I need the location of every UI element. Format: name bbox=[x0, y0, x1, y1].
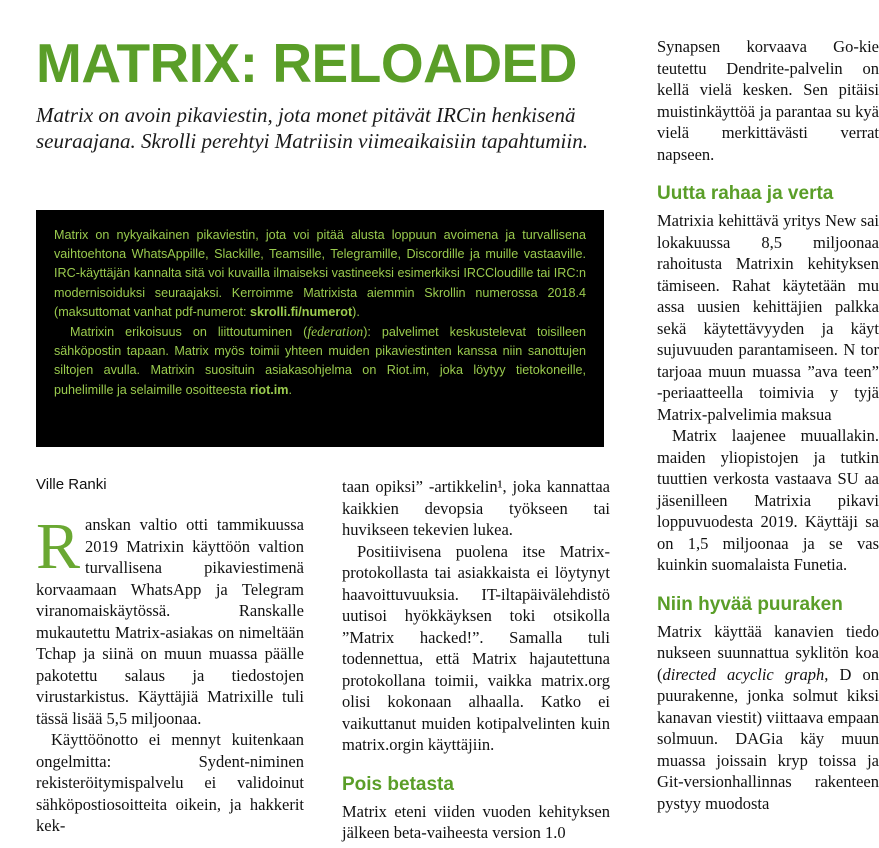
info-box bbox=[36, 210, 604, 447]
info-box-emphasis-federation: federation bbox=[307, 324, 364, 340]
column-3-paragraph-4 bbox=[657, 621, 879, 815]
column-1-paragraph-1 bbox=[36, 510, 304, 729]
column-2-paragraph-1: taan opiksi” -artikkelin¹, joka kannattaa kaikkien devopsia työkseen tai huvikseen tekevien lukea. bbox=[342, 477, 610, 539]
info-box-text-2-start: Matrixin erikoisuus on liittoutuminen ( bbox=[70, 325, 308, 340]
column-3-emphasis-dag: directed acyclic graph bbox=[662, 664, 825, 684]
byline: Ville Ranki bbox=[36, 476, 107, 493]
column-3-paragraph-2: Matrixia kehittävä yritys New sai lokakuussa 8,5 miljoonaa rahoitusta Matrixin kehityksen tämiseen. Rahat käytetään mu assa uusien kehittäjien palkka sekä käytettävyyden ja käyt sujuvuuden parantamiseen. N tor tarjoaa muun muassa ”ava teen” -periaatteella toimivia y tyjä Matrix-palvelimia maksua bbox=[657, 211, 879, 424]
column-2-paragraph-3: Matrix eteni viiden vuoden kehityksen jälkeen beta-vaiheesta version 1.0 bbox=[342, 801, 610, 842]
column-3-paragraph-3: Matrix laajenee muuallakin. maiden yliopistojen ja tutkin tuuttien verkosta vastaava SU aa jäsenilleen Matrixia pikavi loppuvuodesta 2019. Käyttäji sa on 1,5 miljoonaa ja se vas kuinkin suomalaista Funetia. bbox=[657, 426, 879, 574]
info-box-text-1-end: ). bbox=[352, 304, 360, 319]
column-3-text-4-cont: , D on puurakenne, jonka solmut kiksi kanavan viestit) viittaava empaan solmuun. DAGia käy muun muassa joissain kryp toissa ja Git-versionhallinnas rakenteen pystyy muodosta bbox=[657, 664, 879, 813]
info-box-text-2-mid: ): palvelimet keskustelevat toisilleen sähköpostin tapaan. Matrix myös toimii yhteen muiden pikaviestinten kanssa niin sanottujen siltojen avulla. Matrixin suosituin asiakasohjelma on Riot.im, joka löytyy tietokoneille, puhelimille ja selaimille osoitteesta bbox=[54, 325, 586, 397]
subheading-pois-betasta: Pois betasta bbox=[342, 773, 454, 795]
column-2-paragraph-2: Positiivisena puolena itse Matrix-protokollasta tai asiakkaista ei löytynyt haavoittuvuuksia. IT-iltapäivälehdistö uutisoi hyökkäyksen toki otsikolla ”Matrix hacked!”. Samalla tuli todennettua, että Matrix hajautettuna protokollana toimii, vaikka matrix.org olisi kokonaan alhaalla. Katko ei vaikuttanut muiden kotipalvelinten kuin matrix.orgin käyttäjiin. bbox=[342, 541, 610, 754]
info-box-paragraph-2 bbox=[54, 322, 586, 400]
standfirst: Matrix on avoin pikaviestin, jota monet pitävät IRCin henkisenä seuraajana. Skrolli perehtyi Matriisin viimeaikaisiin tapahtumiin. bbox=[36, 103, 588, 153]
info-box-text-1: Matrix on nykyaikainen pikaviestin, jota voi pitää alusta loppuun avoimena ja turvallisena vaihtoehtona WhatsAppille, Slackille, Teamsille, Telegramille, Discordille ja muille vastaaville. IRC-käyttäjän kannalta sitä voi kuvailla ilmaiseksi vastineeksi esimerkiksi IRCCloudille tai IRC:n modernisoiduksi seuraajaksi. Kerroimme Matrixista aiemmin Skrollin numerossa 2018.4 (maksuttomat vanhat pdf-numerot: bbox=[54, 228, 586, 319]
info-box-link-numerot[interactable]: skrolli.fi/numerot bbox=[250, 304, 353, 319]
info-box-paragraph-1 bbox=[54, 226, 586, 322]
column-3-paragraph-1: Synapsen korvaava Go-kie teutettu Dendrite-palvelin on kellä vielä kesken. Sen pitäisi muistinkäyttöä ja parantaa su kyä vielä merkittävästi verrat napseen. bbox=[657, 37, 879, 164]
body-column-3 bbox=[657, 36, 879, 814]
body-column-1 bbox=[36, 510, 304, 837]
page-title: MATRIX: RELOADED bbox=[36, 32, 577, 94]
info-box-link-riot[interactable]: riot.im bbox=[250, 382, 289, 397]
subheading-uutta-rahaa: Uutta rahaa ja verta bbox=[657, 183, 834, 204]
subheading-niin-hyvaa: Niin hyvää puuraken bbox=[657, 593, 843, 615]
column-3-text-4: Matrix käyttää kanavien tiedo nukseen suunnattua syklitön koa ( bbox=[657, 621, 879, 684]
column-1-text-1: anskan valtio otti tammikuussa 2019 Matrixin käyttöön valtion turvallisena pikaviestimenä korvaamaan WhatsApp ja Telegram viranomaiskäytössä. Ranskalle mukautettu Matrix-asiakas on nimeltään Tchap ja siinä on muun muassa päälle pakotettu salaus ja tiedostojen virustarkistus. Käyttäjiä Matrixille tuli tässä lisää 5,5 miljoonaa. bbox=[36, 515, 304, 728]
column-1-paragraph-2: Käyttöönotto ei mennyt kuitenkaan ongelmitta: Sydent-niminen rekisteröitymispalvelu ei validoinut sähköpostiosoitteita oikein, ja hakkerit kek- bbox=[36, 730, 304, 835]
body-column-2 bbox=[342, 476, 610, 844]
drop-cap: R bbox=[36, 510, 81, 583]
info-box-text-2-end: . bbox=[288, 382, 292, 397]
